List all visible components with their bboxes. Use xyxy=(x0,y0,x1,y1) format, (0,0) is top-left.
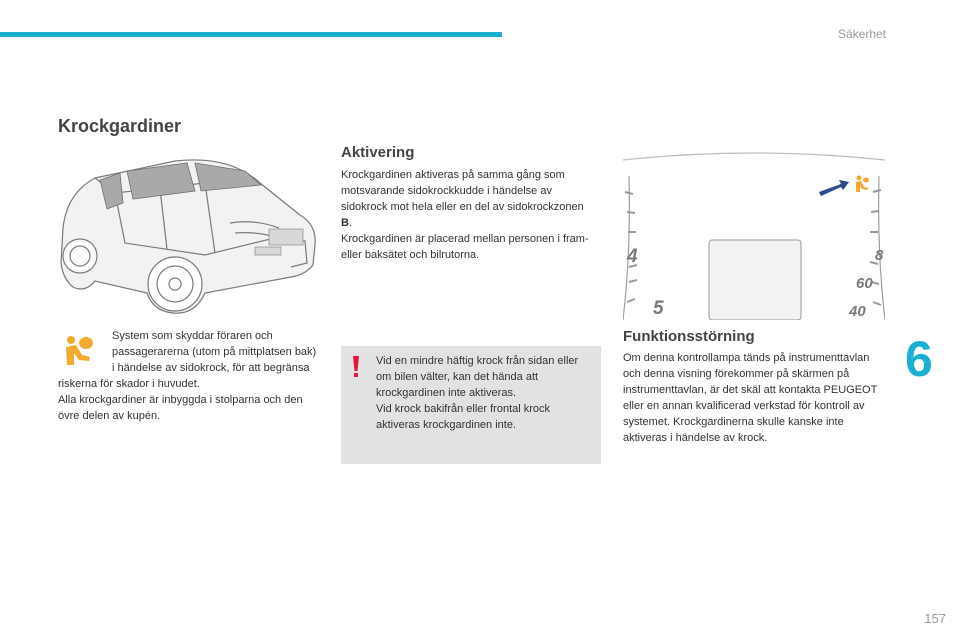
airbag-warning-light-icon xyxy=(856,176,869,193)
speedometer-digit: 8 xyxy=(875,247,884,264)
tachometer-digit: 5 xyxy=(653,298,664,319)
car-curtain-airbag-illustration xyxy=(55,153,320,323)
exclamation-icon xyxy=(352,356,360,378)
funktionsstorning-text: Om denna kontrollampa tänds på instrumenttavlan och denna visning förekommer på skärmen på instrumenttavlan, är det skäl att kontakta PEUGEOT eller en annan kvalificerad verkstad för kontroll av systemet. Krockgardinerna skulle kanske inte aktiveras i händelse av krock. xyxy=(623,352,878,444)
instrument-panel-illustration xyxy=(623,152,885,320)
chapter-number: 6 xyxy=(905,331,933,387)
header-accent-bar xyxy=(0,32,502,37)
page-number: 157 xyxy=(924,611,946,626)
aktivering-text: Krockgardinen aktiveras på samma gång som motsvarande sidokrockkudde i händelse av sidokrock mot hela eller en del av sidokrockzonen B. Krockgardinen är placerad mellan personen i fram- eller baksätet och bilrutorna. xyxy=(341,169,589,261)
page-title: Krockgardiner xyxy=(58,116,182,136)
aktivering-heading: Aktivering xyxy=(341,144,415,161)
warning-note xyxy=(341,346,601,464)
arrow-icon xyxy=(819,180,849,196)
speedometer-digit: 40 xyxy=(849,303,866,320)
funktionsstorning-heading: Funktionsstörning xyxy=(623,328,755,345)
warning-note-text: Vid en mindre häftig krock från sidan eller om bilen välter, kan det hända att krockgardinen inte aktiveras. Vid krock bakifrån eller frontal krock aktiveras krockgardinen inte. xyxy=(376,355,579,431)
intro-text: System som skyddar föraren och passagerarerna (utom på mittplatsen bak) i händelse av sidokrock, för att begränsa riskerna för skador i huvudet. Alla krockgardiner är inbyggda i stolparna och den övre delen av kupén. xyxy=(58,330,317,422)
tachometer-digit: 4 xyxy=(627,246,638,267)
speedometer-digit: 60 xyxy=(856,275,873,292)
section-label: Säkerhet xyxy=(837,27,886,41)
